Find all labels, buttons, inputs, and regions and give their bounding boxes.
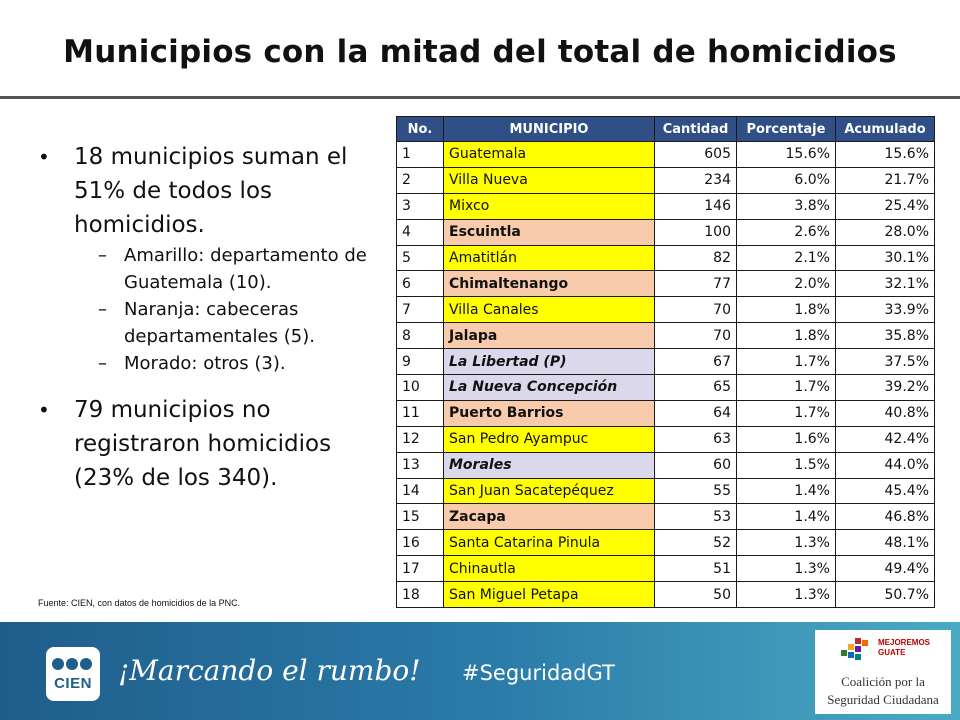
logo-text: CIEN [54,675,92,692]
cell-acumulado: 39.2% [836,375,935,401]
table-row [397,323,935,349]
table-row [397,375,935,401]
cell-no: 17 [397,556,444,582]
header-cantidad: Cantidad [655,117,737,142]
cell-municipio: Santa Catarina Pinula [444,530,655,556]
cell-acumulado: 49.4% [836,556,935,582]
cell-porcentaje: 1.3% [737,582,836,608]
cell-porcentaje: 15.6% [737,142,836,168]
cell-municipio: Escuintla [444,219,655,245]
cell-cantidad: 50 [655,582,737,608]
cell-municipio: La Libertad (P) [444,349,655,375]
sub-bullet-text: Amarillo: departamento de Guatemala (10). [124,245,367,293]
source-note: Fuente: CIEN, con datos de homicidios de la PNC. [38,598,241,608]
cell-municipio: Chinautla [444,556,655,582]
cell-acumulado: 42.4% [836,426,935,452]
cell-porcentaje: 1.8% [737,323,836,349]
cell-no: 18 [397,582,444,608]
cell-no: 4 [397,219,444,245]
cell-cantidad: 146 [655,193,737,219]
cell-porcentaje: 1.8% [737,297,836,323]
cell-no: 5 [397,245,444,271]
cell-cantidad: 53 [655,504,737,530]
coalition-logo [815,630,951,714]
table-row [397,245,935,271]
cell-municipio: Amatitlán [444,245,655,271]
table-row [397,271,935,297]
cell-no: 16 [397,530,444,556]
cell-cantidad: 77 [655,271,737,297]
header-no: No. [397,117,444,142]
sub-bullet-text: Morado: otros (3). [124,353,286,374]
cell-porcentaje: 3.8% [737,193,836,219]
cell-porcentaje: 1.4% [737,478,836,504]
cell-cantidad: 60 [655,452,737,478]
cell-municipio: Guatemala [444,142,655,168]
cell-municipio: San Juan Sacatepéquez [444,478,655,504]
table-row [397,193,935,219]
motto-text: ¡Marcando el rumbo! [118,654,421,687]
cell-porcentaje: 2.6% [737,219,836,245]
cell-municipio: Chimaltenango [444,271,655,297]
cell-acumulado: 30.1% [836,245,935,271]
cell-municipio: Puerto Barrios [444,400,655,426]
cell-cantidad: 67 [655,349,737,375]
cell-municipio: San Miguel Petapa [444,582,655,608]
cell-no: 13 [397,452,444,478]
cell-no: 15 [397,504,444,530]
header-municipio: MUNICIPIO [444,117,655,142]
cell-porcentaje: 1.3% [737,530,836,556]
cell-acumulado: 35.8% [836,323,935,349]
header-porcentaje: Porcentaje [737,117,836,142]
cell-acumulado: 33.9% [836,297,935,323]
logo-circles-icon [51,655,95,675]
dash-icon: – [98,299,107,320]
cell-porcentaje: 1.3% [737,556,836,582]
slide-title: Municipios con la mitad del total de homicidios [63,34,897,70]
cell-no: 9 [397,349,444,375]
bullet-text: 79 municipios no registraron homicidios (23% de los 340). [74,397,332,491]
coalition-small-line: GUATE [878,648,906,657]
cell-municipio: San Pedro Ayampuc [444,426,655,452]
cell-no: 6 [397,271,444,297]
header-acumulado: Acumulado [836,117,935,142]
cell-acumulado: 40.8% [836,400,935,426]
cell-municipio: Jalapa [444,323,655,349]
table-row [397,504,935,530]
cell-acumulado: 15.6% [836,142,935,168]
cell-no: 12 [397,426,444,452]
sub-bullet-item [98,296,383,350]
cell-cantidad: 70 [655,323,737,349]
cell-cantidad: 55 [655,478,737,504]
cell-cantidad: 65 [655,375,737,401]
cell-porcentaje: 1.5% [737,452,836,478]
cell-municipio: Mixco [444,193,655,219]
cell-no: 10 [397,375,444,401]
title-divider [0,96,960,99]
cell-no: 7 [397,297,444,323]
cell-cantidad: 64 [655,400,737,426]
table-row [397,556,935,582]
cell-municipio: Zacapa [444,504,655,530]
cell-acumulado: 25.4% [836,193,935,219]
cell-acumulado: 48.1% [836,530,935,556]
cell-acumulado: 46.8% [836,504,935,530]
cell-cantidad: 70 [655,297,737,323]
table-body [397,142,935,608]
cell-cantidad: 63 [655,426,737,452]
cell-acumulado: 21.7% [836,167,935,193]
dash-icon: – [98,245,107,266]
cell-cantidad: 51 [655,556,737,582]
cell-cantidad: 82 [655,245,737,271]
municipios-table [396,116,935,608]
dash-icon: – [98,353,107,374]
cell-municipio: Morales [444,452,655,478]
cell-acumulado: 44.0% [836,452,935,478]
table-header-row [397,117,935,142]
table-row [397,167,935,193]
table-row [397,452,935,478]
sub-bullet-item [98,350,383,377]
table-row [397,297,935,323]
cell-porcentaje: 2.0% [737,271,836,297]
coalition-line-1: Coalición por la [841,674,925,689]
cell-no: 11 [397,400,444,426]
cell-porcentaje: 6.0% [737,167,836,193]
cell-cantidad: 100 [655,219,737,245]
cell-municipio: Villa Canales [444,297,655,323]
cell-porcentaje: 1.4% [737,504,836,530]
cell-no: 2 [397,167,444,193]
coalition-emblem-icon [837,636,877,666]
cell-no: 14 [397,478,444,504]
table-row [397,530,935,556]
cell-porcentaje: 2.1% [737,245,836,271]
table-row [397,582,935,608]
cell-no: 3 [397,193,444,219]
table-row [397,349,935,375]
cell-acumulado: 32.1% [836,271,935,297]
cell-porcentaje: 1.7% [737,400,836,426]
table-row [397,478,935,504]
table-row [397,219,935,245]
cell-acumulado: 45.4% [836,478,935,504]
cell-porcentaje: 1.7% [737,349,836,375]
cell-cantidad: 234 [655,167,737,193]
cell-acumulado: 50.7% [836,582,935,608]
bullet-dot-icon: • [38,145,50,169]
hashtag-text: #SeguridadGT [462,661,615,685]
coalition-small-line: MEJOREMOS [878,638,931,647]
cell-municipio: La Nueva Concepción [444,375,655,401]
sub-bullet-text: Naranja: cabeceras departamentales (5). [124,299,315,347]
cell-municipio: Villa Nueva [444,167,655,193]
cell-no: 8 [397,323,444,349]
cell-porcentaje: 1.6% [737,426,836,452]
bullet-item [38,393,383,495]
coalition-small-text [878,638,930,658]
bullet-text: 18 municipios suman el 51% de todos los homicidios. [74,144,348,238]
cell-no: 1 [397,142,444,168]
cell-porcentaje: 1.7% [737,375,836,401]
bullet-list [38,140,383,495]
cell-cantidad: 52 [655,530,737,556]
sub-bullet-item [98,242,383,296]
table-row [397,142,935,168]
table-row [397,400,935,426]
cell-acumulado: 37.5% [836,349,935,375]
coalition-line-2: Seguridad Ciudadana [827,692,939,707]
cell-cantidad: 605 [655,142,737,168]
cell-acumulado: 28.0% [836,219,935,245]
table-row [397,426,935,452]
bullet-dot-icon: • [38,398,50,422]
bullet-item [38,140,383,242]
cien-logo [46,647,100,701]
